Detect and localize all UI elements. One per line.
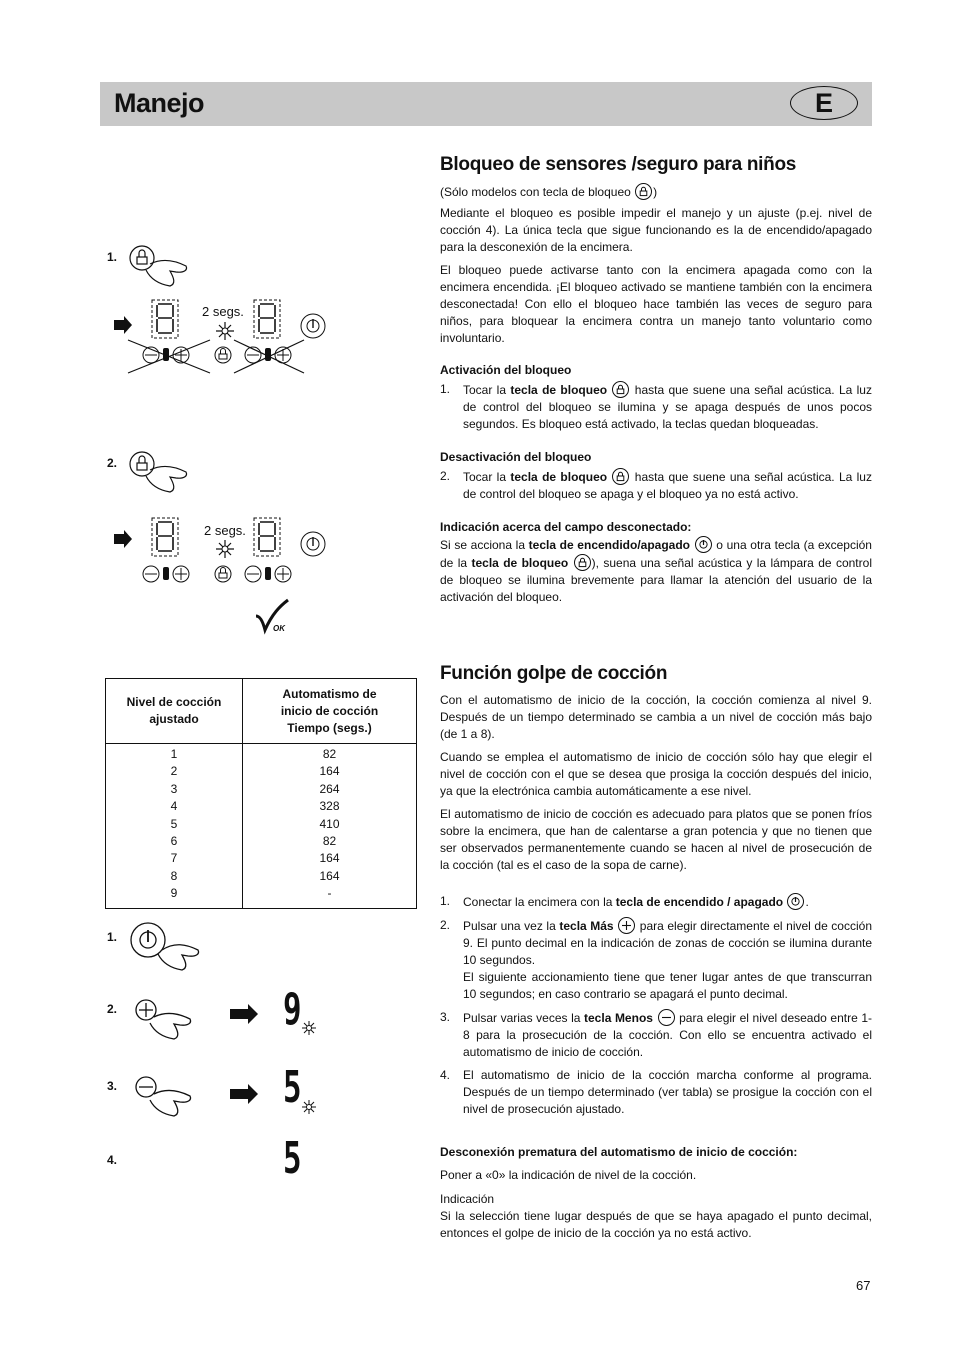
table-cell-times: 82 164 264 328 410 82 164 164 - bbox=[243, 744, 417, 909]
lock-paragraph-1: Mediante el bloqueo es posible impedir el manejo y un ajuste (p.ej. nivel de cocción 4). La única tecla que sigue funcionando es la de encendido/apagado para la desconexión de la encimera. bbox=[440, 206, 872, 254]
power-icon bbox=[787, 893, 804, 910]
two-seconds-label-2: 2 segs. bbox=[204, 523, 246, 538]
section-lock-title: Bloqueo de sensores /seguro para niños bbox=[440, 154, 797, 175]
table-header-time: Automatismo de inicio de cocción Tiempo (segs.) bbox=[243, 679, 417, 744]
premature-text: Poner a «0» la indicación de nivel de la cocción. bbox=[440, 1168, 697, 1182]
deactivation-step: 2. Tocar la tecla de bloqueo hasta que suene una señal acústica. La luz de control del bloqueo se apaga y el bloqueo ya no está activo. bbox=[440, 469, 872, 501]
boost-step-1: 1. Conectar la encimera con la tecla de encendido / apagado . bbox=[440, 894, 809, 909]
lock-figure-step-1: 1. bbox=[107, 250, 118, 264]
decimal-point-blink-icon bbox=[302, 1100, 316, 1114]
boost-figure-step-2: 2. bbox=[107, 1002, 118, 1016]
lock-icon bbox=[612, 381, 629, 398]
boost-figure-step-1: 1. bbox=[107, 930, 118, 944]
table-cell-levels: 1 2 3 4 5 6 7 8 9 bbox=[106, 744, 243, 909]
boost-paragraph-2: Cuando se emplea el automatismo de inicio de cocción sólo hay que elegir el nivel de cocción con el que se desea que prosiga la cocción después del inicio, ya que la electrónica cambia automáticamente a ese nivel. bbox=[440, 750, 872, 798]
boost-step-2: 2. Pulsar una vez la tecla Más para elegir directamente el nivel de cocción 9. El punto decimal en la indicación de zonas de cocción se ilumina durante 10 segundos. El siguiente accionamiento tiene que tener lugar antes de que transcurran 10 segundos; en caso contrario se apagará el punto decimal. bbox=[440, 918, 872, 1001]
table-header-level: Nivel de cocción ajustado bbox=[106, 679, 243, 744]
note-title: Indicación bbox=[440, 1192, 495, 1206]
plus-icon bbox=[618, 917, 635, 934]
display-level-5-blinking: 5 bbox=[283, 1062, 302, 1113]
lock-paragraph-2: El bloqueo puede activarse tanto con la encimera apagada como con la encimera encendida. ¡El bloqueo activado se mantiene también con la encimera desconectada! Con ello el bloqueo hace también las veces de seguro para niños, para bloquear la encimera contra un manejo tanto voluntario como involuntario. bbox=[440, 263, 872, 345]
lock-intro: (Sólo modelos con tecla de bloqueo ) bbox=[440, 185, 658, 199]
boost-step-4: 4. El automatismo de inicio de la cocción marcha conforme al programa. Después de un tiempo determinado (ver tabla) se prosigue la cocción con el nivel de prosecución ajustado. bbox=[440, 1068, 872, 1116]
lock-icon bbox=[574, 554, 591, 571]
section-boost-title: Función golpe de cocción bbox=[440, 663, 668, 684]
boost-paragraph-1: Con el automatismo de inicio de la cocción, la cocción comienza al nivel 9. Después de un tiempo determinado se cambia a un nivel de cocción más bajo (de 1 a 8). bbox=[440, 693, 872, 741]
boost-figure-step-4: 4. bbox=[107, 1153, 118, 1167]
lock-icon bbox=[635, 183, 652, 200]
note-text: Si la selección tiene lugar después de que se haya apagado el punto decimal, entonces el golpe de inicio de la cocción ya no está activo. bbox=[440, 1209, 872, 1240]
table-header-row bbox=[106, 679, 417, 744]
activation-step: 1. Tocar la tecla de bloqueo hasta que suene una señal acústica. La luz de control del bloqueo se ilumina y se apaga después de unos pocos segundos. Es bloqueo está activado, la teclas quedan bloqueadas. bbox=[440, 382, 872, 431]
decimal-point-blink-icon bbox=[302, 1021, 316, 1035]
lock-icon bbox=[612, 468, 629, 485]
power-button-press bbox=[128, 918, 208, 978]
display-level-5: 5 bbox=[283, 1133, 302, 1184]
premature-title: Desconexión prematura del automatismo de inicio de cocción: bbox=[440, 1145, 798, 1159]
page-number: 67 bbox=[856, 1278, 871, 1293]
boost-step-3: 3. Pulsar varias veces la tecla Menos para elegir el nivel deseado entre 1-8 para la prosecución de la cocción. Con ello se encuentra activado el automatismo de inicio de cocción. bbox=[440, 1010, 872, 1059]
two-seconds-label: 2 segs. bbox=[202, 304, 244, 319]
boost-time-table bbox=[105, 678, 417, 909]
boost-figure-step-3: 3. bbox=[107, 1079, 118, 1093]
off-field-title: Indicación acerca del campo desconectado: bbox=[440, 520, 692, 534]
lock-deactivation-diagram bbox=[110, 446, 350, 636]
off-field-text: Si se acciona la tecla de encendido/apagado o una otra tecla (a excepción de la tecla de bloqueo ), suena una señal acústica y la lámpara de control de bloqueo se ilumina brevemente para llamar la atención del usuario de la activación del bloqueo. bbox=[440, 538, 872, 604]
deactivation-title: Desactivación del bloqueo bbox=[440, 450, 592, 464]
table-row bbox=[106, 744, 417, 909]
display-level-9: 9 bbox=[283, 984, 302, 1035]
activation-title: Activación del bloqueo bbox=[440, 363, 572, 377]
power-icon bbox=[695, 536, 712, 553]
section-boost bbox=[440, 665, 872, 1242]
minus-icon bbox=[658, 1009, 675, 1026]
language-badge: E bbox=[790, 86, 858, 120]
page-title: Manejo bbox=[114, 88, 205, 118]
ok-label: OK bbox=[273, 624, 285, 633]
boost-paragraph-3: El automatismo de inicio de cocción es adecuado para platos que se ponen fríos sobre la encimera, que han de calentarse a gran potencia y que no tienen que ser observados permanentemente cuando se hacen al nivel de prosecución de la cocción (tal es el caso de la sopa de carne). bbox=[440, 807, 872, 872]
section-lock bbox=[440, 156, 872, 606]
header-bar bbox=[100, 82, 872, 126]
lock-figure-step-2: 2. bbox=[107, 456, 118, 470]
